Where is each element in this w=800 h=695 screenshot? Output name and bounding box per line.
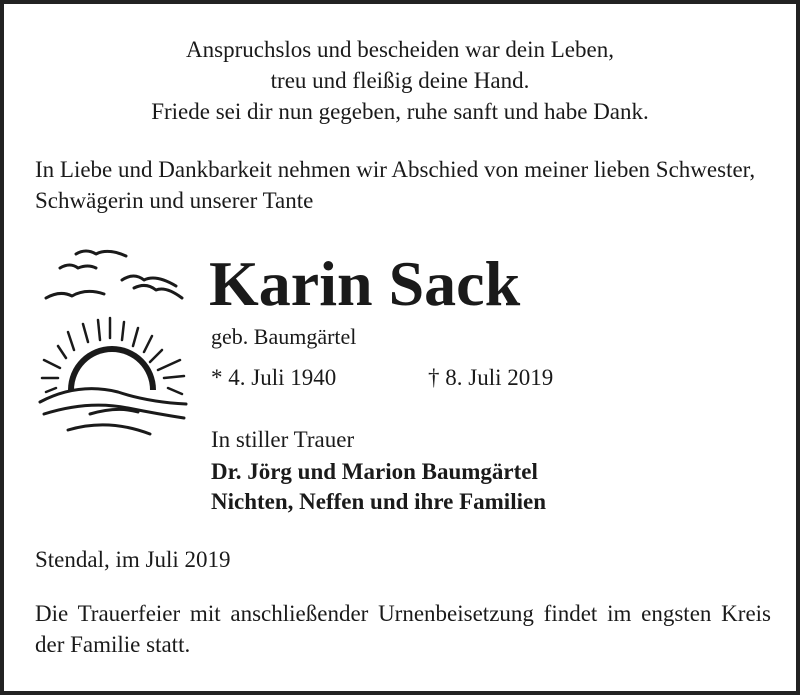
poem-line: treu und fleißig deine Hand.: [270, 68, 530, 93]
birds-over-sunset-icon: [38, 242, 188, 442]
mourner-name: Nichten, Neffen und ihre Familien: [211, 489, 546, 514]
deceased-name: Karin Sack: [209, 248, 521, 319]
maiden-name: geb. Baumgärtel: [211, 324, 357, 349]
place-date: Stendal, im Juli 2019: [35, 547, 231, 572]
ceremony-note: Die Trauerfeier mit anschließender Urnenbeisetzung findet im engsten Kreis der Familie statt.: [35, 601, 771, 657]
death-date: † 8. Juli 2019: [428, 365, 554, 390]
farewell-intro: In Liebe und Dankbarkeit nehmen wir Abschied von meiner lieben Schwester, Schwägerin und unserer Tante: [35, 157, 756, 213]
birth-date: * 4. Juli 1940: [211, 365, 337, 390]
hills-icon: [40, 389, 186, 434]
mourners-label: In stiller Trauer: [211, 427, 355, 452]
poem-line: Anspruchslos und bescheiden war dein Leben,: [186, 37, 614, 62]
poem-line: Friede sei dir nun gegeben, ruhe sanft und habe Dank.: [151, 99, 649, 124]
mourner-name: Dr. Jörg und Marion Baumgärtel: [211, 459, 538, 484]
memorial-poem: [4, 34, 796, 127]
birds-icon: [46, 251, 182, 298]
